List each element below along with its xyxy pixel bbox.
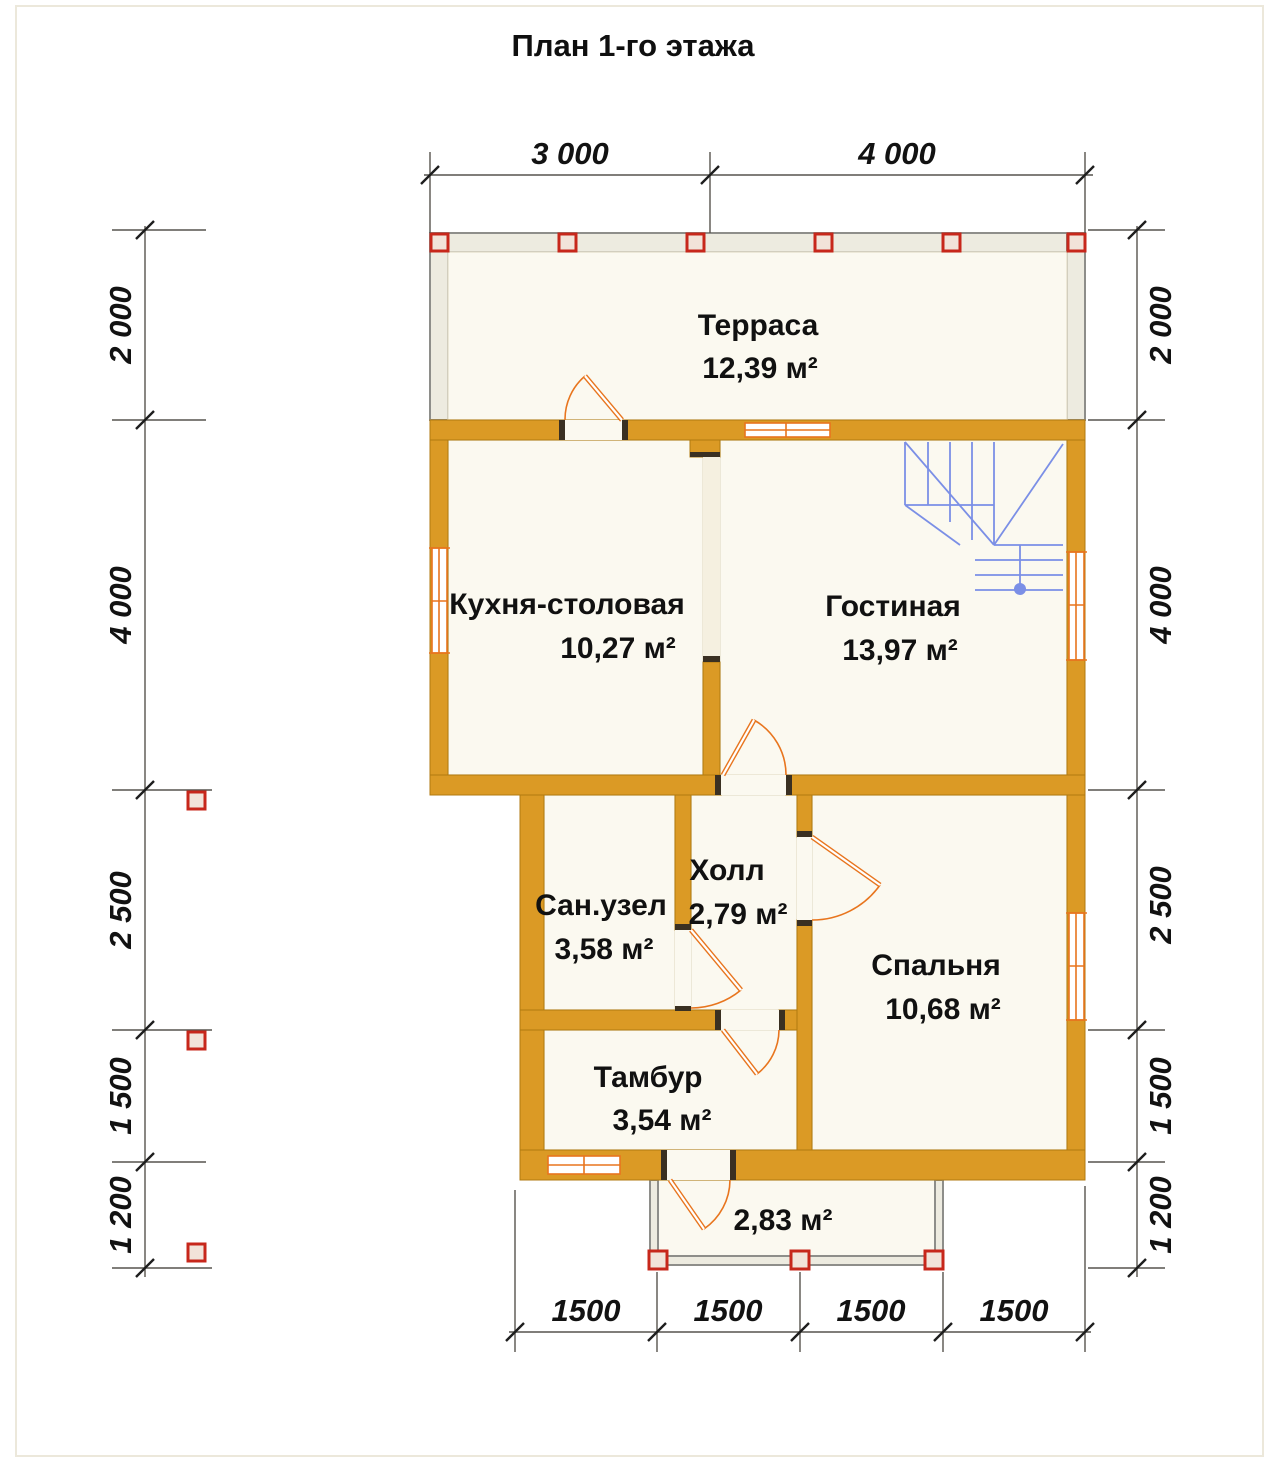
staircase-start-dot — [1014, 583, 1026, 595]
terrace-post — [431, 234, 448, 251]
dim-right-4: 1 500 — [1143, 1057, 1178, 1135]
vestibule-top-wall — [520, 1010, 721, 1030]
dim-right-5: 1 200 — [1143, 1176, 1178, 1254]
vestibule-door-opening — [721, 1010, 779, 1030]
terrace-left-wall — [430, 233, 448, 420]
porch-post — [791, 1251, 809, 1269]
bedroom-door-opening — [797, 837, 812, 920]
dim-bottom-3: 1500 — [836, 1293, 906, 1328]
window-top-wall — [745, 423, 830, 437]
dim-left-2: 4 000 — [103, 566, 138, 644]
terrace-post — [943, 234, 960, 251]
left-post — [188, 792, 205, 809]
window-bedroom-right — [1066, 913, 1087, 1020]
label-hall-name: Холл — [689, 854, 765, 887]
dim-left-5: 1 200 — [103, 1176, 138, 1254]
hall-bedroom-wall-lower — [797, 920, 812, 1150]
label-terrace-area: 12,39 м² — [702, 352, 818, 385]
label-porch-area: 2,83 м² — [733, 1204, 833, 1237]
window-vestibule-bottom — [548, 1156, 620, 1174]
dimension-chain-right — [1088, 221, 1178, 1277]
label-vestibule-name: Тамбур — [593, 1061, 703, 1094]
hall-bedroom-wall-upper — [797, 795, 812, 837]
porch-post — [649, 1251, 667, 1269]
terrace-post — [1068, 234, 1085, 251]
dimension-chain-top — [421, 136, 1094, 233]
left-post — [188, 1244, 205, 1261]
dim-left-4: 1 500 — [103, 1057, 138, 1135]
terrace-post — [559, 234, 576, 251]
bathroom-door-opening — [675, 930, 691, 1010]
label-vestibule-area: 3,54 м² — [612, 1104, 712, 1137]
terrace-door-opening — [565, 420, 622, 440]
dim-top-1: 3 000 — [531, 136, 609, 171]
dim-bottom-1: 1500 — [551, 1293, 621, 1328]
dim-right-1: 2 000 — [1143, 286, 1178, 364]
window-kitchen-left — [429, 548, 450, 653]
page-title: План 1-го этажа — [511, 28, 755, 63]
label-bedroom-area: 10,68 м² — [885, 993, 1001, 1026]
dim-left-3: 2 500 — [103, 871, 138, 949]
terrace-right-wall — [1067, 233, 1085, 420]
living-door-opening — [721, 775, 786, 795]
porch-door-opening — [667, 1150, 730, 1180]
dim-right-2: 4 000 — [1143, 566, 1178, 644]
dim-bottom-2: 1500 — [693, 1293, 763, 1328]
label-kitchen-name: Кухня-столовая — [449, 588, 685, 621]
bedroom-top-wall — [786, 775, 1085, 795]
label-kitchen-area: 10,27 м² — [560, 632, 676, 665]
terrace-post — [815, 234, 832, 251]
kitchen-bottom-wall — [430, 775, 721, 795]
window-living-right — [1066, 552, 1087, 660]
terrace-post — [687, 234, 704, 251]
label-living-name: Гостиная — [825, 590, 961, 623]
porch-post — [925, 1251, 943, 1269]
dim-right-3: 2 500 — [1143, 866, 1178, 944]
label-bathroom-name: Сан.узел — [535, 889, 667, 922]
label-bedroom-name: Спальня — [871, 949, 1001, 982]
terrace-top-wall — [430, 233, 1085, 252]
dim-top-2: 4 000 — [858, 136, 936, 171]
dim-left-1: 2 000 — [103, 286, 138, 364]
label-hall-area: 2,79 м² — [688, 898, 788, 931]
dimension-chain-left — [103, 221, 212, 1277]
left-post — [188, 1032, 205, 1049]
dim-bottom-4: 1500 — [979, 1293, 1049, 1328]
label-living-area: 13,97 м² — [842, 634, 958, 667]
kitchen-living-passage — [703, 457, 720, 662]
lower-left-wall — [520, 795, 544, 1180]
label-bathroom-area: 3,58 м² — [554, 933, 654, 966]
kitchen-living-partition — [703, 662, 720, 775]
label-terrace-name: Терраса — [697, 309, 819, 342]
